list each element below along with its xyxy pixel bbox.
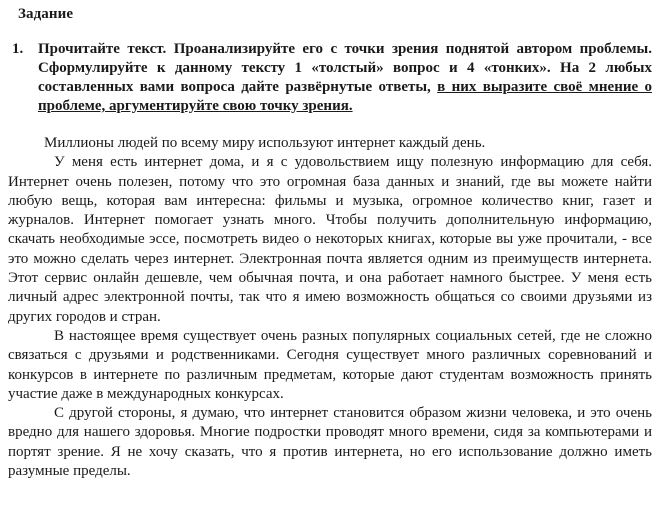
paragraph-3: В настоящее время существует очень разных популярных социальных сетей, где не сложно связаться с друзьями и родственниками. Сегодня существует много различных соревнований и конкурсов в интернете по различным предметам, которые дают студентам возможность принять участие даже в международных конкурсах.: [8, 327, 652, 402]
paragraph-2: У меня есть интернет дома, и я с удовольствием ищу полезную информацию для себя. Интернет очень полезен, потому что это огромная база данных и знаний, где вы можете найти любую вещь, которая вам интересна: фильмы и музыка, огромное количество книг, газет и журналов. Интернет помогает узнать много. Чтобы получить дополнительную информацию, скачать необходимые эссе, посмотреть видео о некоторых книгах, которые вы уже прочитали, - все это можно сделать через интернет. Электронная почта является одним из преимуществ интернета. Этот сервис онлайн дешевле, чем обычная почта, и она работает намного быстрее. У меня есть личный адрес электронной почты, так что я имею возможность общаться со своими друзьями из других городов и стран.: [8, 154, 652, 325]
paragraph-1: Миллионы людей по всему миру используют интернет каждый день.: [44, 135, 486, 151]
task-instructions-underlined: в них выразите своё мнение о проблеме, аргументируйте свою точку зрения.: [38, 79, 652, 114]
task-instructions: [38, 40, 652, 116]
task-instructions-text: Прочитайте текст. Проанализируйте его с точки зрения поднятой автором проблемы. Сформулируйте к данному тексту 1 «толстый» вопрос и 4 «тонких». На 2 любых составленных вами вопроса дайте развёрнутые ответы,: [38, 41, 652, 95]
assignment-heading: Задание: [18, 6, 74, 22]
paragraph-4: С другой стороны, я думаю, что интернет становится образом жизни человека, и это очень вредно для нашего здоровья. Многие подростки проводят много времени, сидя за компьютерами и портят зрение. Я не хочу сказать, что я против интернета, но его использование должно иметь разумные пределы.: [8, 405, 652, 480]
task-block: [12, 40, 652, 116]
reading-text: [8, 134, 652, 481]
task-number: 1.: [12, 41, 24, 57]
